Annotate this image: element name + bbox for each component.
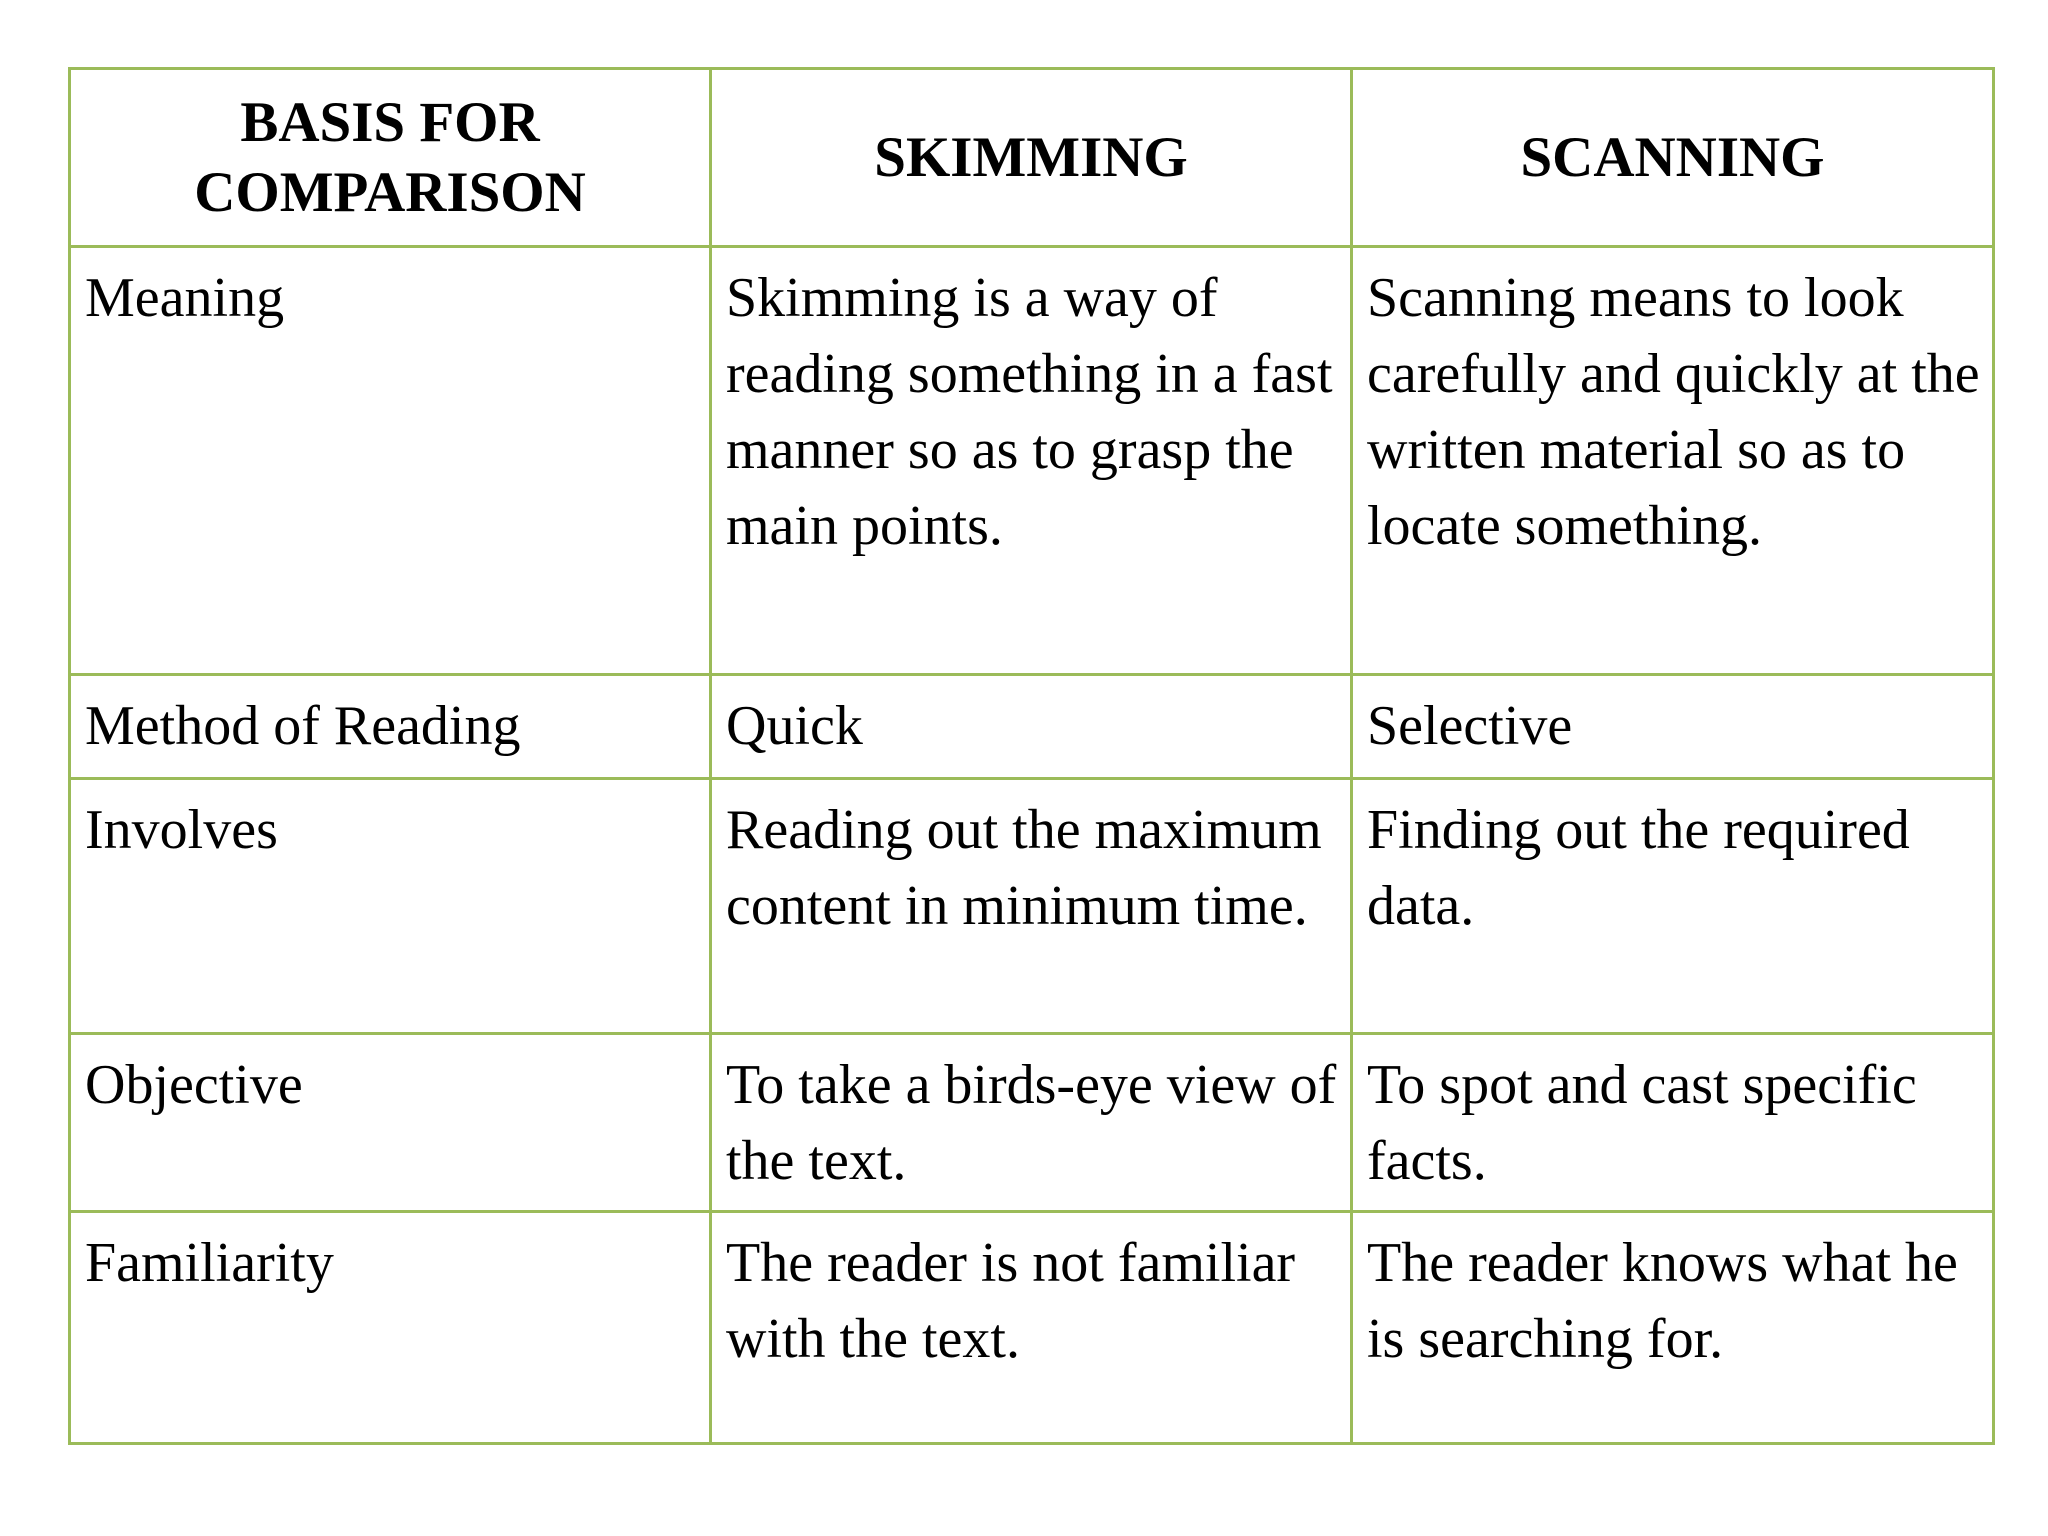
comparison-table-container xyxy=(68,67,1992,1445)
skimming-involves: Reading out the maximum content in minimum time. xyxy=(726,799,1322,937)
scanning-objective: To spot and cast specific facts. xyxy=(1367,1054,1917,1192)
basis-cell xyxy=(70,1212,711,1444)
scanning-cell xyxy=(1352,1034,1994,1212)
header-basis-for-comparison: BASIS FOR COMPARISON xyxy=(70,69,711,247)
table-row xyxy=(70,1034,1994,1212)
scanning-involves: Finding out the required data. xyxy=(1367,799,1910,937)
skimming-cell xyxy=(711,1034,1352,1212)
table-row xyxy=(70,675,1994,779)
skimming-cell xyxy=(711,779,1352,1034)
basis-cell xyxy=(70,675,711,779)
scanning-cell xyxy=(1352,247,1994,675)
scanning-cell xyxy=(1352,1212,1994,1444)
table-row xyxy=(70,779,1994,1034)
skimming-cell xyxy=(711,247,1352,675)
skimming-method-of-reading: Quick xyxy=(726,695,863,757)
basis-involves: Involves xyxy=(85,799,278,861)
basis-meaning: Meaning xyxy=(85,267,285,329)
basis-familiarity: Familiarity xyxy=(85,1232,334,1294)
scanning-cell xyxy=(1352,675,1994,779)
skimming-meaning: Skimming is a way of reading something in a fast manner so as to grasp the main points. xyxy=(726,267,1333,557)
scanning-cell xyxy=(1352,779,1994,1034)
skimming-cell xyxy=(711,675,1352,779)
table-row xyxy=(70,1212,1994,1444)
table-header-row xyxy=(70,69,1994,247)
skimming-familiarity: The reader is not familiar with the text. xyxy=(726,1232,1296,1370)
basis-objective: Objective xyxy=(85,1054,303,1116)
scanning-familiarity: The reader knows what he is searching for. xyxy=(1367,1232,1958,1370)
basis-cell xyxy=(70,247,711,675)
basis-cell xyxy=(70,779,711,1034)
scanning-method-of-reading: Selective xyxy=(1367,695,1573,757)
scanning-meaning: Scanning means to look carefully and quickly at the written material so as to locate something. xyxy=(1367,267,1980,557)
header-scanning: SCANNING xyxy=(1352,69,1994,247)
skimming-cell xyxy=(711,1212,1352,1444)
skimming-objective: To take a birds-eye view of the text. xyxy=(726,1054,1337,1192)
table-row xyxy=(70,247,1994,675)
header-skimming: SKIMMING xyxy=(711,69,1352,247)
comparison-table xyxy=(68,67,1995,1445)
basis-cell xyxy=(70,1034,711,1212)
basis-method-of-reading: Method of Reading xyxy=(85,695,521,757)
